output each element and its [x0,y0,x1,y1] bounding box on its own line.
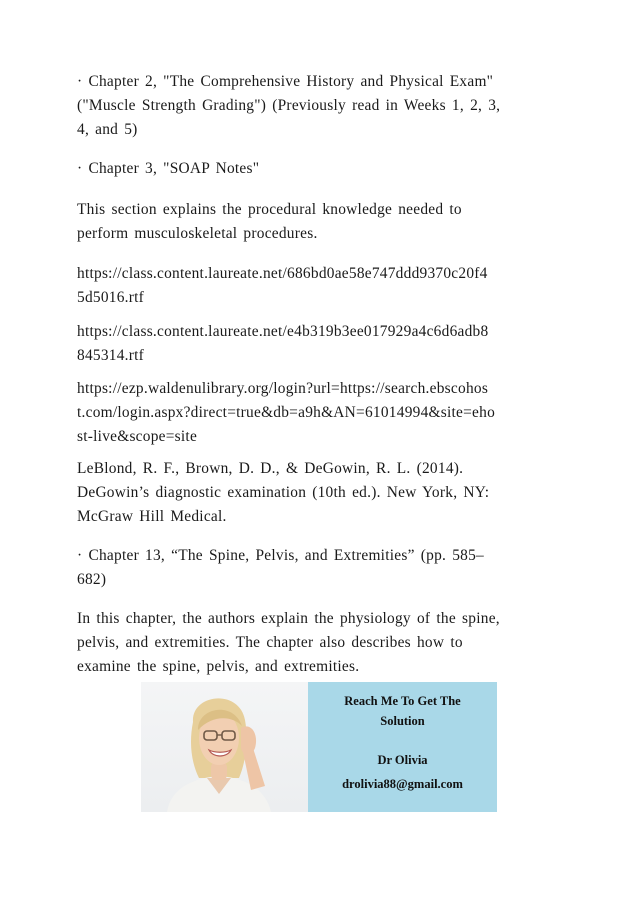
text-line: LeBlond, R. F., Brown, D. D., & DeGowin, R. L. (2014). [77,460,464,477]
link-text-line[interactable]: 5d5016.rtf [77,289,145,306]
text-line: This section explains the procedural knowledge needed to [77,201,462,218]
text-line: McGraw Hill Medical. [77,508,227,525]
woman-photo [141,682,308,812]
link-text-line[interactable]: t.com/login.aspx?direct=true&db=a9h&AN=61014994&site=eho [77,404,496,421]
contact-panel [308,682,497,812]
text-line: · Chapter 2, "The Comprehensive History and Physical Exam" [77,73,494,90]
contact-banner [141,682,497,812]
link-text-line[interactable]: st-live&scope=site [77,428,198,445]
link-laureate-2[interactable] [77,320,563,368]
chapter-13-description [77,607,563,679]
reading-item-chapter-3 [77,157,563,181]
link-text-line[interactable]: 845314.rtf [77,347,145,364]
text-line: In this chapter, the authors explain the physiology of the spine, [77,610,500,627]
contact-email[interactable]: drolivia88@gmail.com [342,777,463,791]
link-text-line[interactable]: https://class.content.laureate.net/686bd0ae58e747ddd9370c20f4 [77,265,488,282]
citation-leblond [77,457,563,529]
text-line: examine the spine, pelvis, and extremities. [77,658,360,675]
text-line: · Chapter 13, “The Spine, Pelvis, and Extremities” (pp. 585– [77,547,484,564]
link-walden-library[interactable] [77,377,563,449]
link-laureate-1[interactable] [77,262,563,310]
text-line: DeGowin’s diagnostic examination (10th ed.). New York, NY: [77,484,490,501]
text-line: 682) [77,571,107,588]
text-line: · Chapter 3, "SOAP Notes" [77,160,260,177]
link-text-line[interactable]: https://class.content.laureate.net/e4b319b3ee017929a4c6d6adb8 [77,323,489,340]
contact-name: Dr Olivia [377,753,428,767]
reading-item-chapter-13 [77,544,563,592]
section-description [77,198,563,246]
ad-headline-continued: Solution [380,714,425,728]
text-line: pelvis, and extremities. The chapter also describes how to [77,634,463,651]
text-line: 4, and 5) [77,121,138,138]
text-line: ("Muscle Strength Grading") (Previously read in Weeks 1, 2, 3, [77,97,501,114]
text-line: perform musculoskeletal procedures. [77,225,318,242]
smiling-woman-illustration [141,682,308,812]
ad-headline: Reach Me To Get The [344,694,461,708]
reading-item-chapter-2 [77,70,563,142]
link-text-line[interactable]: https://ezp.waldenulibrary.org/login?url=https://search.ebscohos [77,380,489,397]
